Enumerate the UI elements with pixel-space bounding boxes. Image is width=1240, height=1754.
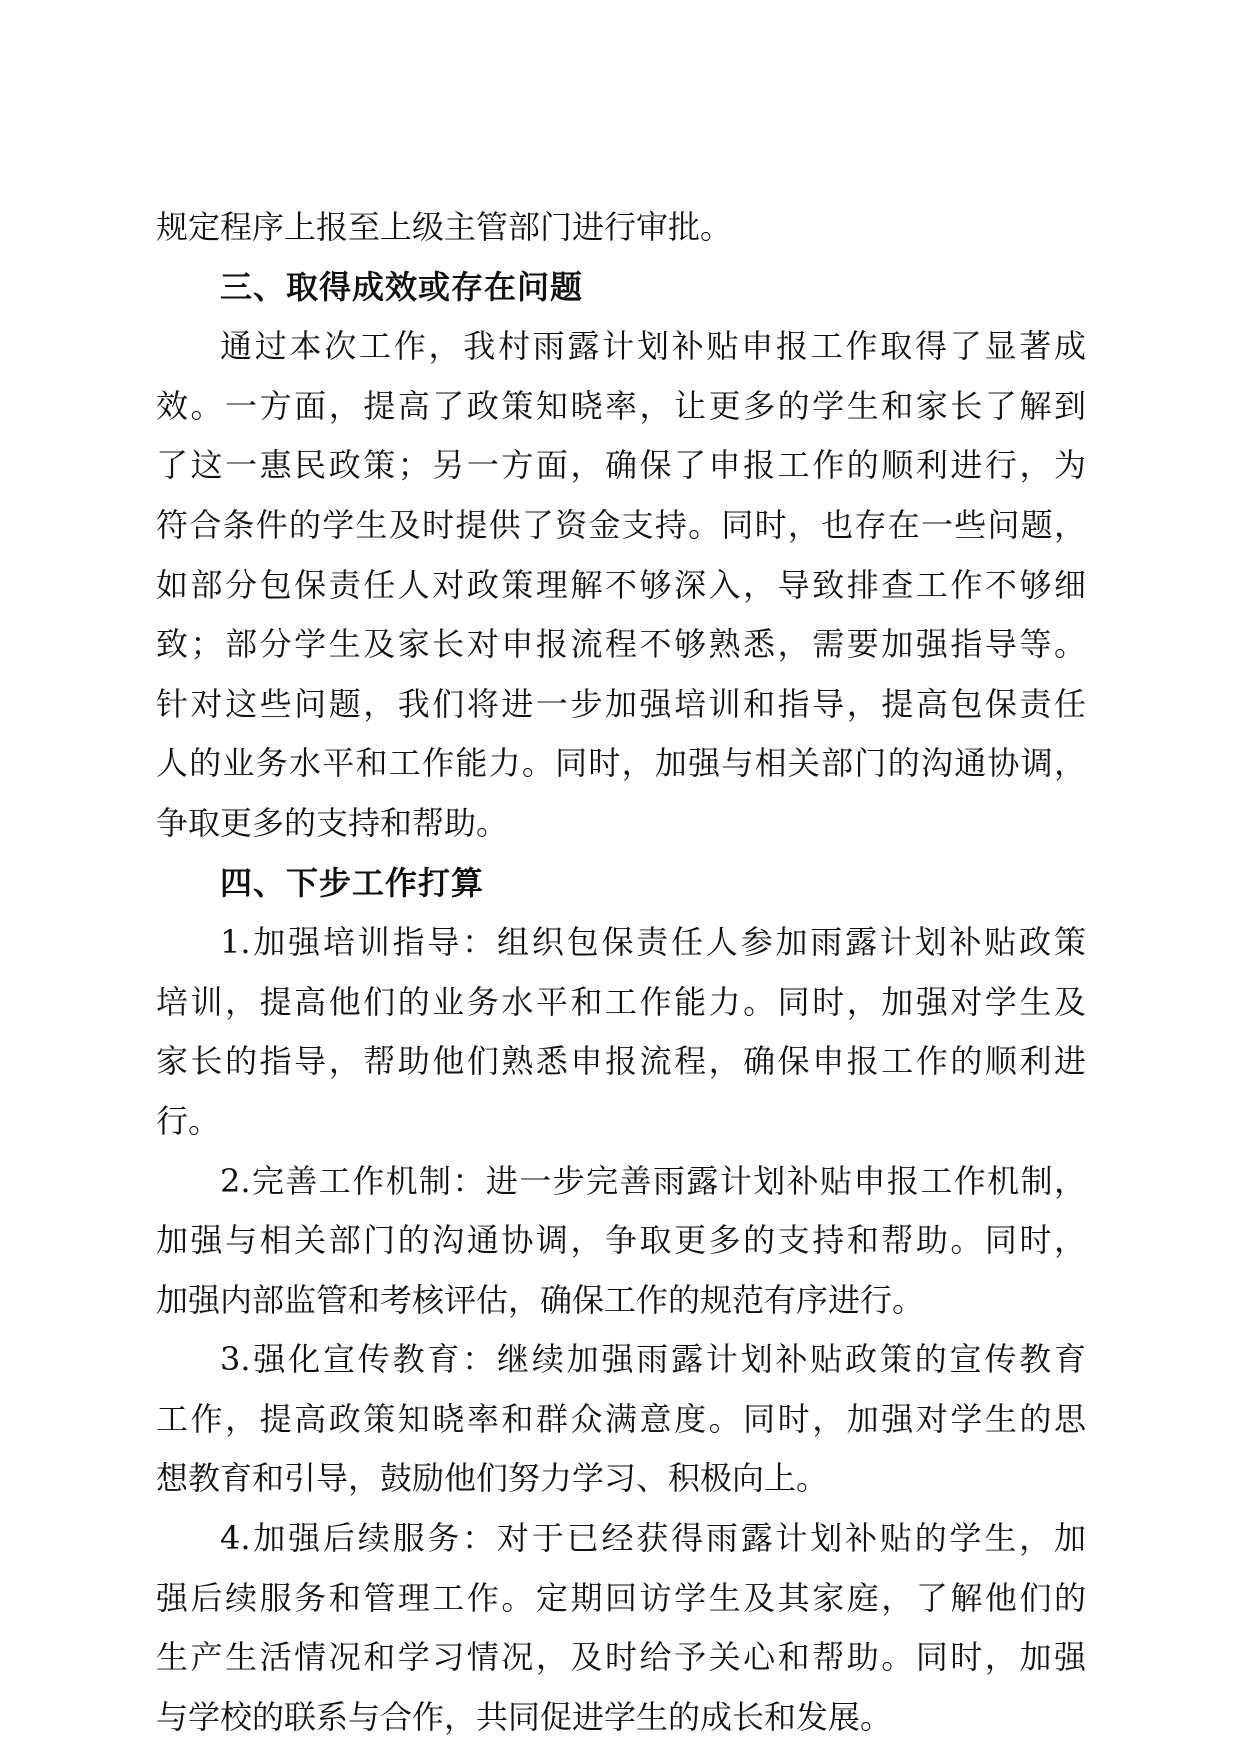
text-line: 培训，提高他们的业务水平和工作能力。同时，加强对学生及 [156, 982, 1086, 1021]
text-line: 4.加强后续服务：对于已经获得雨露计划补贴的学生，加 [220, 1519, 1086, 1558]
text-line: 生产生活情况和学习情况，及时给予关心和帮助。同时，加强 [156, 1638, 1086, 1677]
text-line: 2.完善工作机制：进一步完善雨露计划补贴申报工作机制， [220, 1161, 1086, 1200]
text-line: 针对这些问题，我们将进一步加强培训和指导，提高包保责任 [156, 684, 1086, 723]
text-line: 致；部分学生及家长对申报流程不够熟悉，需要加强指导等。 [156, 625, 1086, 664]
text-line: 争取更多的支持和帮助。 [156, 803, 509, 842]
document-page [156, 198, 1086, 1747]
text-line: 加强内部监管和考核评估，确保工作的规范有序进行。 [156, 1280, 925, 1319]
text-line: 行。 [156, 1101, 221, 1140]
text-line: 人的业务水平和工作能力。同时，加强与相关部门的沟通协调， [156, 744, 1086, 783]
text-line: 1.加强培训指导：组织包保责任人参加雨露计划补贴政策 [220, 923, 1086, 962]
text-line: 效。一方面，提高了政策知晓率，让更多的学生和家长了解到 [156, 386, 1086, 425]
text-line: 想教育和引导，鼓励他们努力学习、积极向上。 [156, 1459, 829, 1498]
text-line: 3.强化宣传教育：继续加强雨露计划补贴政策的宣传教育 [220, 1340, 1086, 1379]
section-heading-4: 四、下步工作打算 [220, 863, 485, 902]
text-line: 加强与相关部门的沟通协调，争取更多的支持和帮助。同时， [156, 1221, 1086, 1260]
text-line: 与学校的联系与合作，共同促进学生的成长和发展。 [156, 1697, 893, 1736]
text-line: 符合条件的学生及时提供了资金支持。同时，也存在一些问题， [156, 505, 1086, 544]
text-line: 强后续服务和管理工作。定期回访学生及其家庭，了解他们的 [156, 1578, 1086, 1617]
text-line: 通过本次工作，我村雨露计划补贴申报工作取得了显著成 [220, 327, 1086, 366]
text-line: 如部分包保责任人对政策理解不够深入，导致排查工作不够细 [156, 565, 1086, 604]
text-line: 工作，提高政策知晓率和群众满意度。同时，加强对学生的思 [156, 1399, 1086, 1438]
text-line: 了这一惠民政策；另一方面，确保了申报工作的顺利进行，为 [156, 446, 1086, 485]
section-heading-3: 三、取得成效或存在问题 [220, 267, 584, 306]
text-line: 规定程序上报至上级主管部门进行审批。 [156, 208, 733, 246]
text-line: 家长的指导，帮助他们熟悉申报流程，确保申报工作的顺利进 [156, 1042, 1086, 1081]
